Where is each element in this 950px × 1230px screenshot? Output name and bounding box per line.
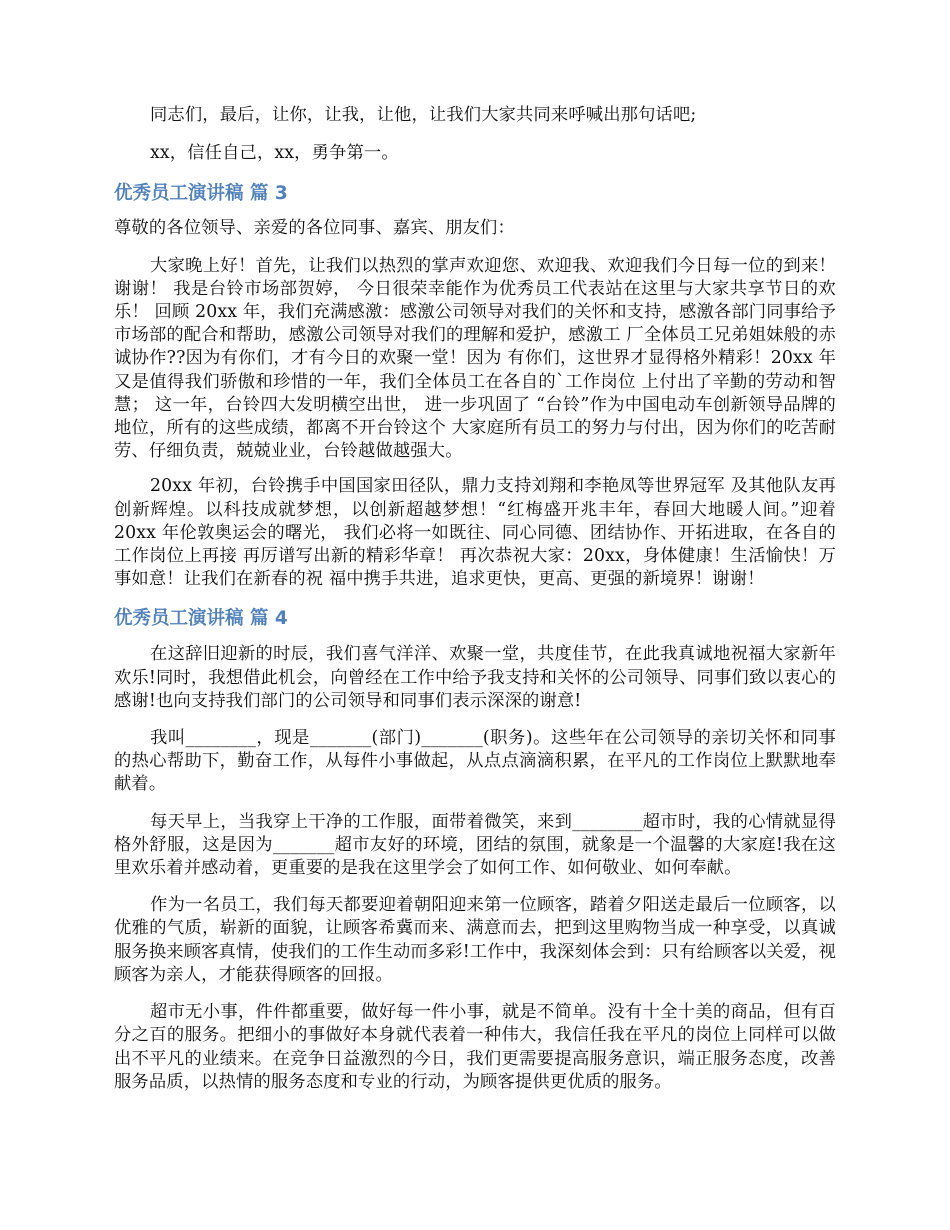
paragraph-salutation: 尊敬的各位领导、亲爱的各位同事、嘉宾、朋友们： <box>114 218 515 239</box>
paragraph-speech-3-ending: 20xx 年初，台铃携手中国国家田径队，鼎力支持刘翔和李艳凤等世界冠军 及其他队友再创新辉煌。以科技成就梦想，以创新超越梦想！“红梅盛开兆丰年，春回大地暖人间。”迎着 20xx 年伦敦奥运会的曙光， 我们必将一如既往、同心同德、团结协作、开拓进取，在各自的工作岗位上再接 再厉谱写出新的精彩华章！ 再次恭祝大家：20xx，身体健康！生活愉快！万事如意！让我们在新春的祝 福中携手共进，追求更快，更高、更强的新境界！谢谢！ <box>114 476 836 590</box>
paragraph-speech-3-body: 大家晚上好！首先，让我们以热烈的掌声欢迎您、欢迎我、欢迎我们今日每一位的到来！ 谢谢！ 我是台铃市场部贺婷， 今日很荣幸能作为优秀员工代表站在这里与大家共享节日的欢乐！ 回顾 20xx 年，我们充满感激：感激公司领导对我们的关怀和支持，感激各部门同事给予市场部的配合和帮助，感激公司领导对我们的理解和爱护，感激工 厂全体员工兄弟姐妹般的赤诚协作??因为有你们，才有今日的欢聚一堂！因为 有你们，这世界才显得格外精彩！20xx 年又是值得我们骄傲和珍惜的一年，我们全体员工在各自的`工作岗位 上付出了辛勤的劳动和智慧； 这一年，台铃四大发明横空出世， 进一步巩固了 “台铃”作为中国电动车创新领导品牌的地位，所有的这些成绩，都离不开台铃这个 大家庭所有员工的努力与付出，因为你们的吃苦耐劳、仔细负责，兢兢业业，台铃越做越强大。 <box>114 255 836 462</box>
paragraph-slogan: xx，信任自己，xx，勇争第一。 <box>150 143 399 164</box>
document-page <box>114 104 836 1094</box>
paragraph-closing-call: 同志们，最后，让你，让我，让他，让我们大家共同来呼喊出那句话吧; <box>150 105 697 125</box>
paragraph-speech-4-morning: 每天早上，当我穿上干净的工作服，面带着微笑，来到________超市时，我的心情就显得格外舒服，这是因为_______超市友好的环境，团结的氛围，就象是一个温馨的大家庭!我在这里欢乐着并感动着，更重要的是我在这里学会了如何工作、如何敬业、如何奉献。 <box>114 811 836 879</box>
paragraph-speech-4-intro: 我叫________，现是_______(部门)_______(职务)。这些年在公司领导的亲切关怀和同事的热心帮助下，勤奋工作，从每件小事做起，从点点滴滴积累，在平凡的工作岗位上默默地奉献着。 <box>114 728 836 795</box>
paragraph-speech-4-service: 作为一名员工，我们每天都要迎着朝阳迎来第一位顾客，踏着夕阳送走最后一位顾客，以优雅的气质，崭新的面貌，让顾客希冀而来、满意而去，把到这里购物当成一种享受，以真诚服务换来顾客真情，使我们的工作生动而多彩!工作中，我深刻体会到：只有给顾客以关爱，视顾客为亲人，才能获得顾客的回报。 <box>114 895 836 985</box>
section-heading-4: 优秀员工演讲稿 篇 4 <box>114 608 288 630</box>
paragraph-speech-4-greeting: 在这辞旧迎新的时辰，我们喜气洋洋、欢聚一堂，共度佳节，在此我真诚地祝福大家新年欢乐!同时，我想借此机会，向曾经在工作中给予我支持和关怀的公司领导、同事们致以衷心的感谢!也向支持我们部门的公司领导和同事们表示深深的谢意! <box>114 644 836 711</box>
section-heading-3: 优秀员工演讲稿 篇 3 <box>114 183 288 205</box>
paragraph-speech-4-details: 超市无小事，件件都重要，做好每一件小事，就是不简单。没有十全十美的商品，但有百分之百的服务。把细小的事做好本身就代表着一种伟大，我信任我在平凡的岗位上同样可以做出不平凡的业绩来。在竞争日益激烈的今日，我们更需要提高服务意识，端正服务态度，改善服务品质，以热情的服务态度和专业的行动，为顾客提供更优质的服务。 <box>114 1002 836 1092</box>
